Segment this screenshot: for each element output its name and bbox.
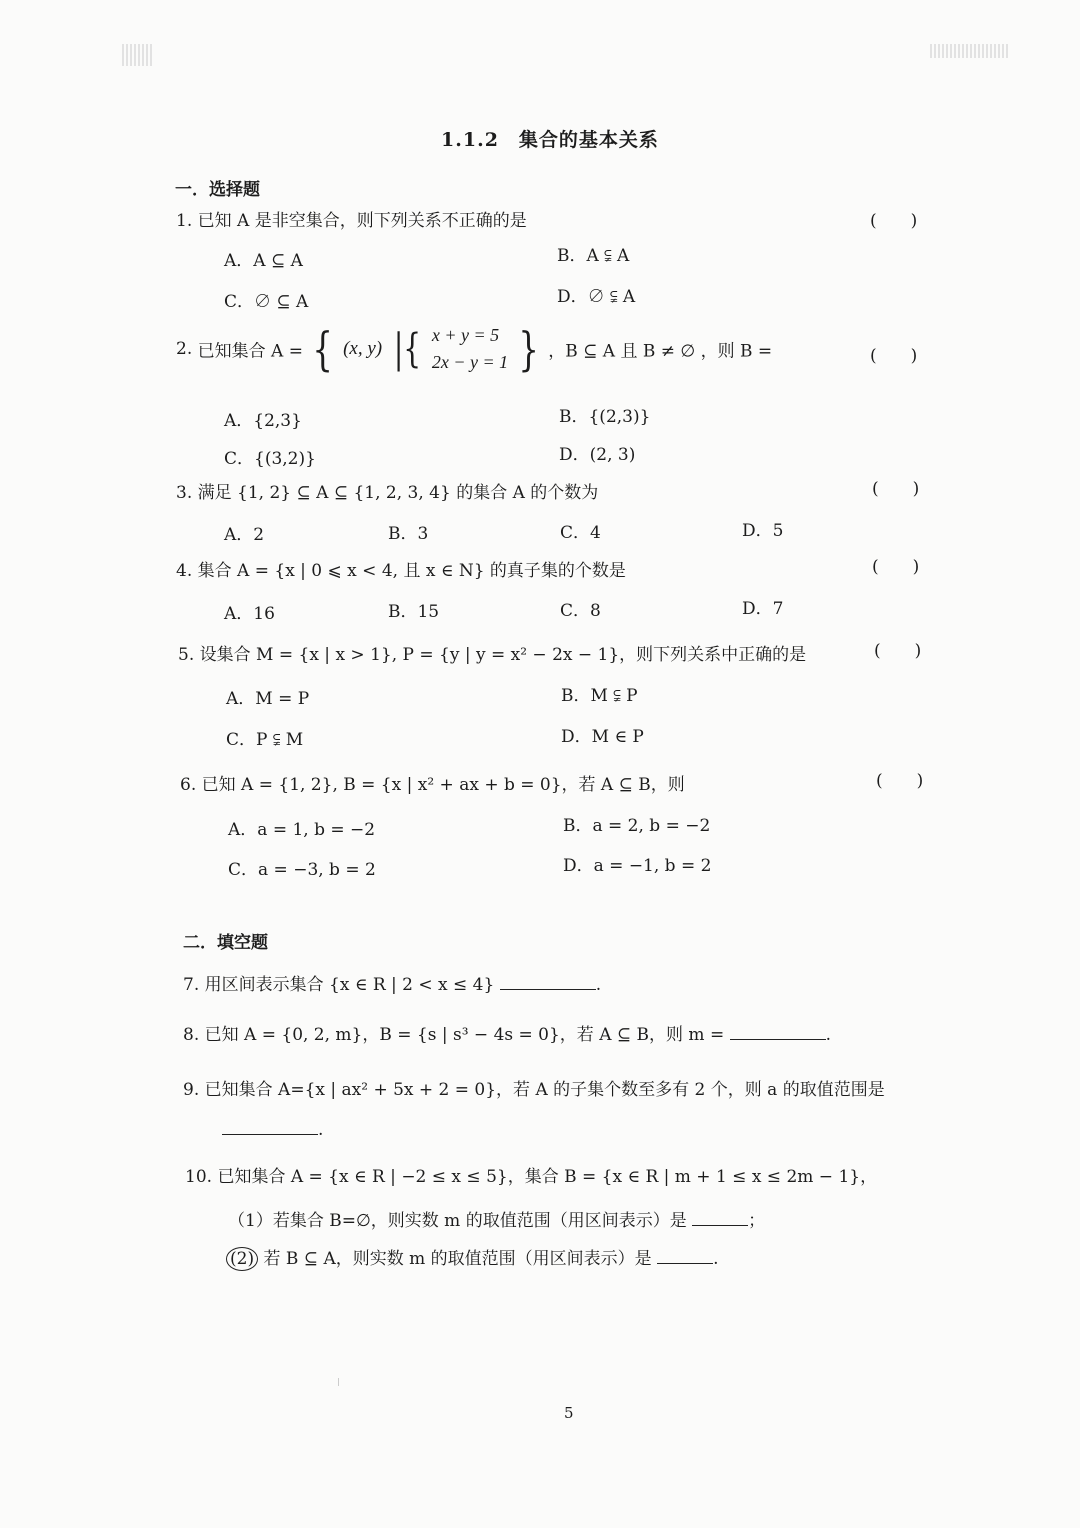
answer-blank: [657, 1247, 713, 1264]
option-a: A．{2,3}: [224, 411, 302, 431]
option-c: C．4: [560, 523, 601, 543]
period: .: [713, 1249, 719, 1269]
equation-system: [432, 322, 508, 376]
option-c: C．P ⫋ M: [226, 730, 304, 750]
question-number: 3.: [176, 483, 193, 503]
question-text: 已知集合 A={x | ax² + 5x + 2 = 0}，若 A 的子集个数至多有 2 个，则 a 的取值范围是: [204, 1080, 885, 1100]
circled-part-label: (2): [226, 1247, 258, 1271]
question-text: 已知集合 A = {x ∈ R | −2 ≤ x ≤ 5}，集合 B = {x ∈ R | m + 1 ≤ x ≤ 2m − 1}，: [217, 1167, 878, 1187]
question-10-part-1: [228, 1206, 765, 1231]
question-1: [176, 206, 527, 231]
question-number: 5.: [178, 645, 195, 665]
option-d: D．M ∈ P: [561, 727, 644, 747]
question-3: [176, 478, 598, 503]
scan-artifact-left: [122, 44, 154, 66]
question-number: 7.: [183, 975, 200, 995]
period: .: [318, 1120, 324, 1140]
option-c: C．∅ ⊆ A: [224, 292, 309, 312]
left-brace-inner: |{: [393, 326, 421, 372]
option-d: D．7: [742, 599, 784, 619]
option-d: D．∅ ⫋ A: [557, 287, 636, 307]
option-a: A．a = 1, b = −2: [228, 820, 376, 840]
scan-dot: [338, 1378, 339, 1386]
question-5: [178, 640, 806, 665]
option-b: B．M ⫋ P: [561, 686, 638, 706]
question-9: [183, 1075, 885, 1100]
question-number: 9.: [183, 1080, 200, 1100]
option-d: D．a = −1, b = 2: [563, 856, 712, 876]
question-text: 满足 {1, 2} ⊆ A ⊆ {1, 2, 3, 4} 的集合 A 的个数为: [197, 483, 599, 503]
option-d: D．(2, 3): [559, 445, 636, 465]
section-heading-fill: 二．填空题: [183, 933, 268, 953]
answer-blank: [222, 1118, 318, 1135]
left-brace: {: [312, 322, 334, 376]
question-number: 4.: [176, 561, 193, 581]
question-2: [176, 322, 772, 376]
question-text-pre: 已知集合 A =: [197, 341, 303, 362]
question-4: [176, 556, 626, 581]
question-text: 用区间表示集合 {x ∈ R | 2 < x ≤ 4}: [204, 975, 495, 995]
option-b: B．15: [388, 602, 440, 622]
answer-bracket: ( ): [876, 771, 924, 791]
question-text: 已知 A = {1, 2}, B = {x | x² + ax + b = 0}，若 A ⊆ B，则: [201, 775, 685, 795]
answer-bracket: ( ): [870, 346, 918, 366]
question-number: 1.: [176, 211, 193, 231]
question-text: 已知 A 是非空集合，则下列关系不正确的是: [197, 211, 527, 231]
part-text: 若 B ⊆ A，则实数 m 的取值范围（用区间表示）是: [263, 1249, 652, 1269]
question-6: [180, 770, 685, 795]
page-title: 1.1.2 集合的基本关系: [441, 129, 659, 151]
option-c: C．{(3,2)}: [224, 449, 316, 469]
question-9-answer-line: [222, 1118, 323, 1140]
option-a: A．16: [224, 604, 275, 624]
option-a: A．A ⊆ A: [224, 251, 303, 271]
option-a: A．2: [224, 525, 265, 545]
option-b: B．a = 2, b = −2: [563, 816, 711, 836]
question-8: [183, 1020, 831, 1045]
question-number: 10.: [185, 1167, 213, 1187]
option-c: C．8: [560, 601, 601, 621]
page-number: 5: [564, 1404, 574, 1422]
option-c: C．a = −3, b = 2: [228, 860, 376, 880]
section-heading-choice: 一．选择题: [175, 180, 260, 200]
question-10-part-2: [226, 1244, 718, 1271]
question-text: 已知 A = {0, 2, m}，B = {s | s³ − 4s = 0}，若 A ⊆ B，则 m =: [204, 1025, 725, 1045]
option-b: B．A ⫋ A: [557, 246, 630, 266]
set-element: (x, y): [343, 338, 383, 359]
question-10: [185, 1162, 877, 1187]
option-b: B．3: [388, 524, 429, 544]
period: .: [825, 1025, 832, 1045]
answer-blank: [692, 1209, 748, 1226]
answer-blank: [730, 1023, 826, 1040]
period: .: [595, 975, 602, 995]
question-number: 2.: [176, 339, 193, 359]
option-b: B．{(2,3)}: [559, 407, 651, 427]
right-brace: }: [517, 322, 539, 376]
semicolon: ；: [748, 1211, 766, 1231]
question-text-post: ，B ⊆ A 且 B ≠ ∅ ，则 B =: [548, 341, 773, 362]
equation-1: x + y = 5: [431, 325, 500, 345]
answer-bracket: ( ): [872, 479, 920, 499]
answer-blank: [500, 973, 596, 990]
answer-bracket: ( ): [874, 641, 922, 661]
equation-2: 2x − y = 1: [431, 352, 509, 372]
answer-bracket: ( ): [872, 557, 920, 577]
question-number: 6.: [180, 775, 197, 795]
question-text: 设集合 M = {x | x > 1}, P = {y | y = x² − 2x − 1}，则下列关系中正确的是: [199, 645, 807, 665]
option-d: D．5: [742, 521, 784, 541]
question-text: 集合 A = {x | 0 ⩽ x < 4, 且 x ∈ N} 的真子集的个数是: [197, 561, 626, 581]
question-number: 8.: [183, 1025, 200, 1045]
option-a: A．M = P: [226, 689, 310, 709]
question-7: [183, 970, 601, 995]
answer-bracket: ( ): [870, 211, 918, 231]
part-text: （1）若集合 B=∅，则实数 m 的取值范围（用区间表示）是: [228, 1211, 687, 1231]
scan-artifact-right: [930, 44, 1010, 58]
